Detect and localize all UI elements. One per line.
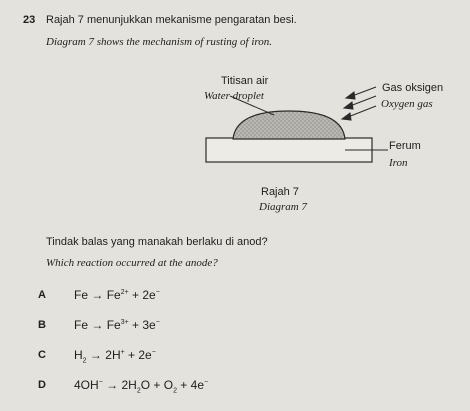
question-stem-malay: Rajah 7 menunjukkan mekanisme pengaratan besi. (46, 14, 297, 26)
option-letter: A (38, 289, 46, 301)
question-stem-english: Diagram 7 shows the mechanism of rusting of iron. (46, 36, 273, 48)
water-droplet (233, 111, 345, 139)
option-d[interactable] (0, 379, 470, 399)
water-droplet-label-english: Water droplet (204, 90, 264, 102)
question-number: 23 (23, 14, 36, 26)
diagram-caption-english: Diagram 7 (259, 201, 307, 213)
option-a[interactable] (0, 289, 470, 309)
option-letter: C (38, 349, 46, 361)
oxygen-label-malay: Gas oksigen (382, 82, 444, 94)
option-b[interactable] (0, 319, 470, 339)
option-letter: D (38, 379, 46, 391)
option-c[interactable] (0, 349, 470, 369)
option-equation: $H_2 \to 2H^+ + 2e^-$ (74, 348, 156, 365)
diagram-caption-malay: Rajah 7 (261, 186, 299, 198)
option-equation: $Fe \to Fe^{3+} + 3e^-$ (74, 318, 160, 332)
option-letter: B (38, 319, 46, 331)
water-droplet-label-malay: Titisan air (221, 75, 269, 87)
oxygen-label-english: Oxygen gas (381, 98, 433, 110)
prompt-english: Which reaction occurred at the anode? (46, 257, 218, 269)
option-equation: $Fe \to Fe^{2+} + 2e^-$ (74, 288, 160, 302)
iron-label-english: Iron (389, 157, 408, 169)
iron-label-malay: Ferum (389, 140, 421, 152)
prompt-malay: Tindak balas yang manakah berlaku di anod? (46, 236, 268, 248)
oxygen-arrows (342, 87, 376, 120)
option-equation: $4OH^- \to 2H_2O + O_2 + 4e^-$ (74, 378, 209, 395)
